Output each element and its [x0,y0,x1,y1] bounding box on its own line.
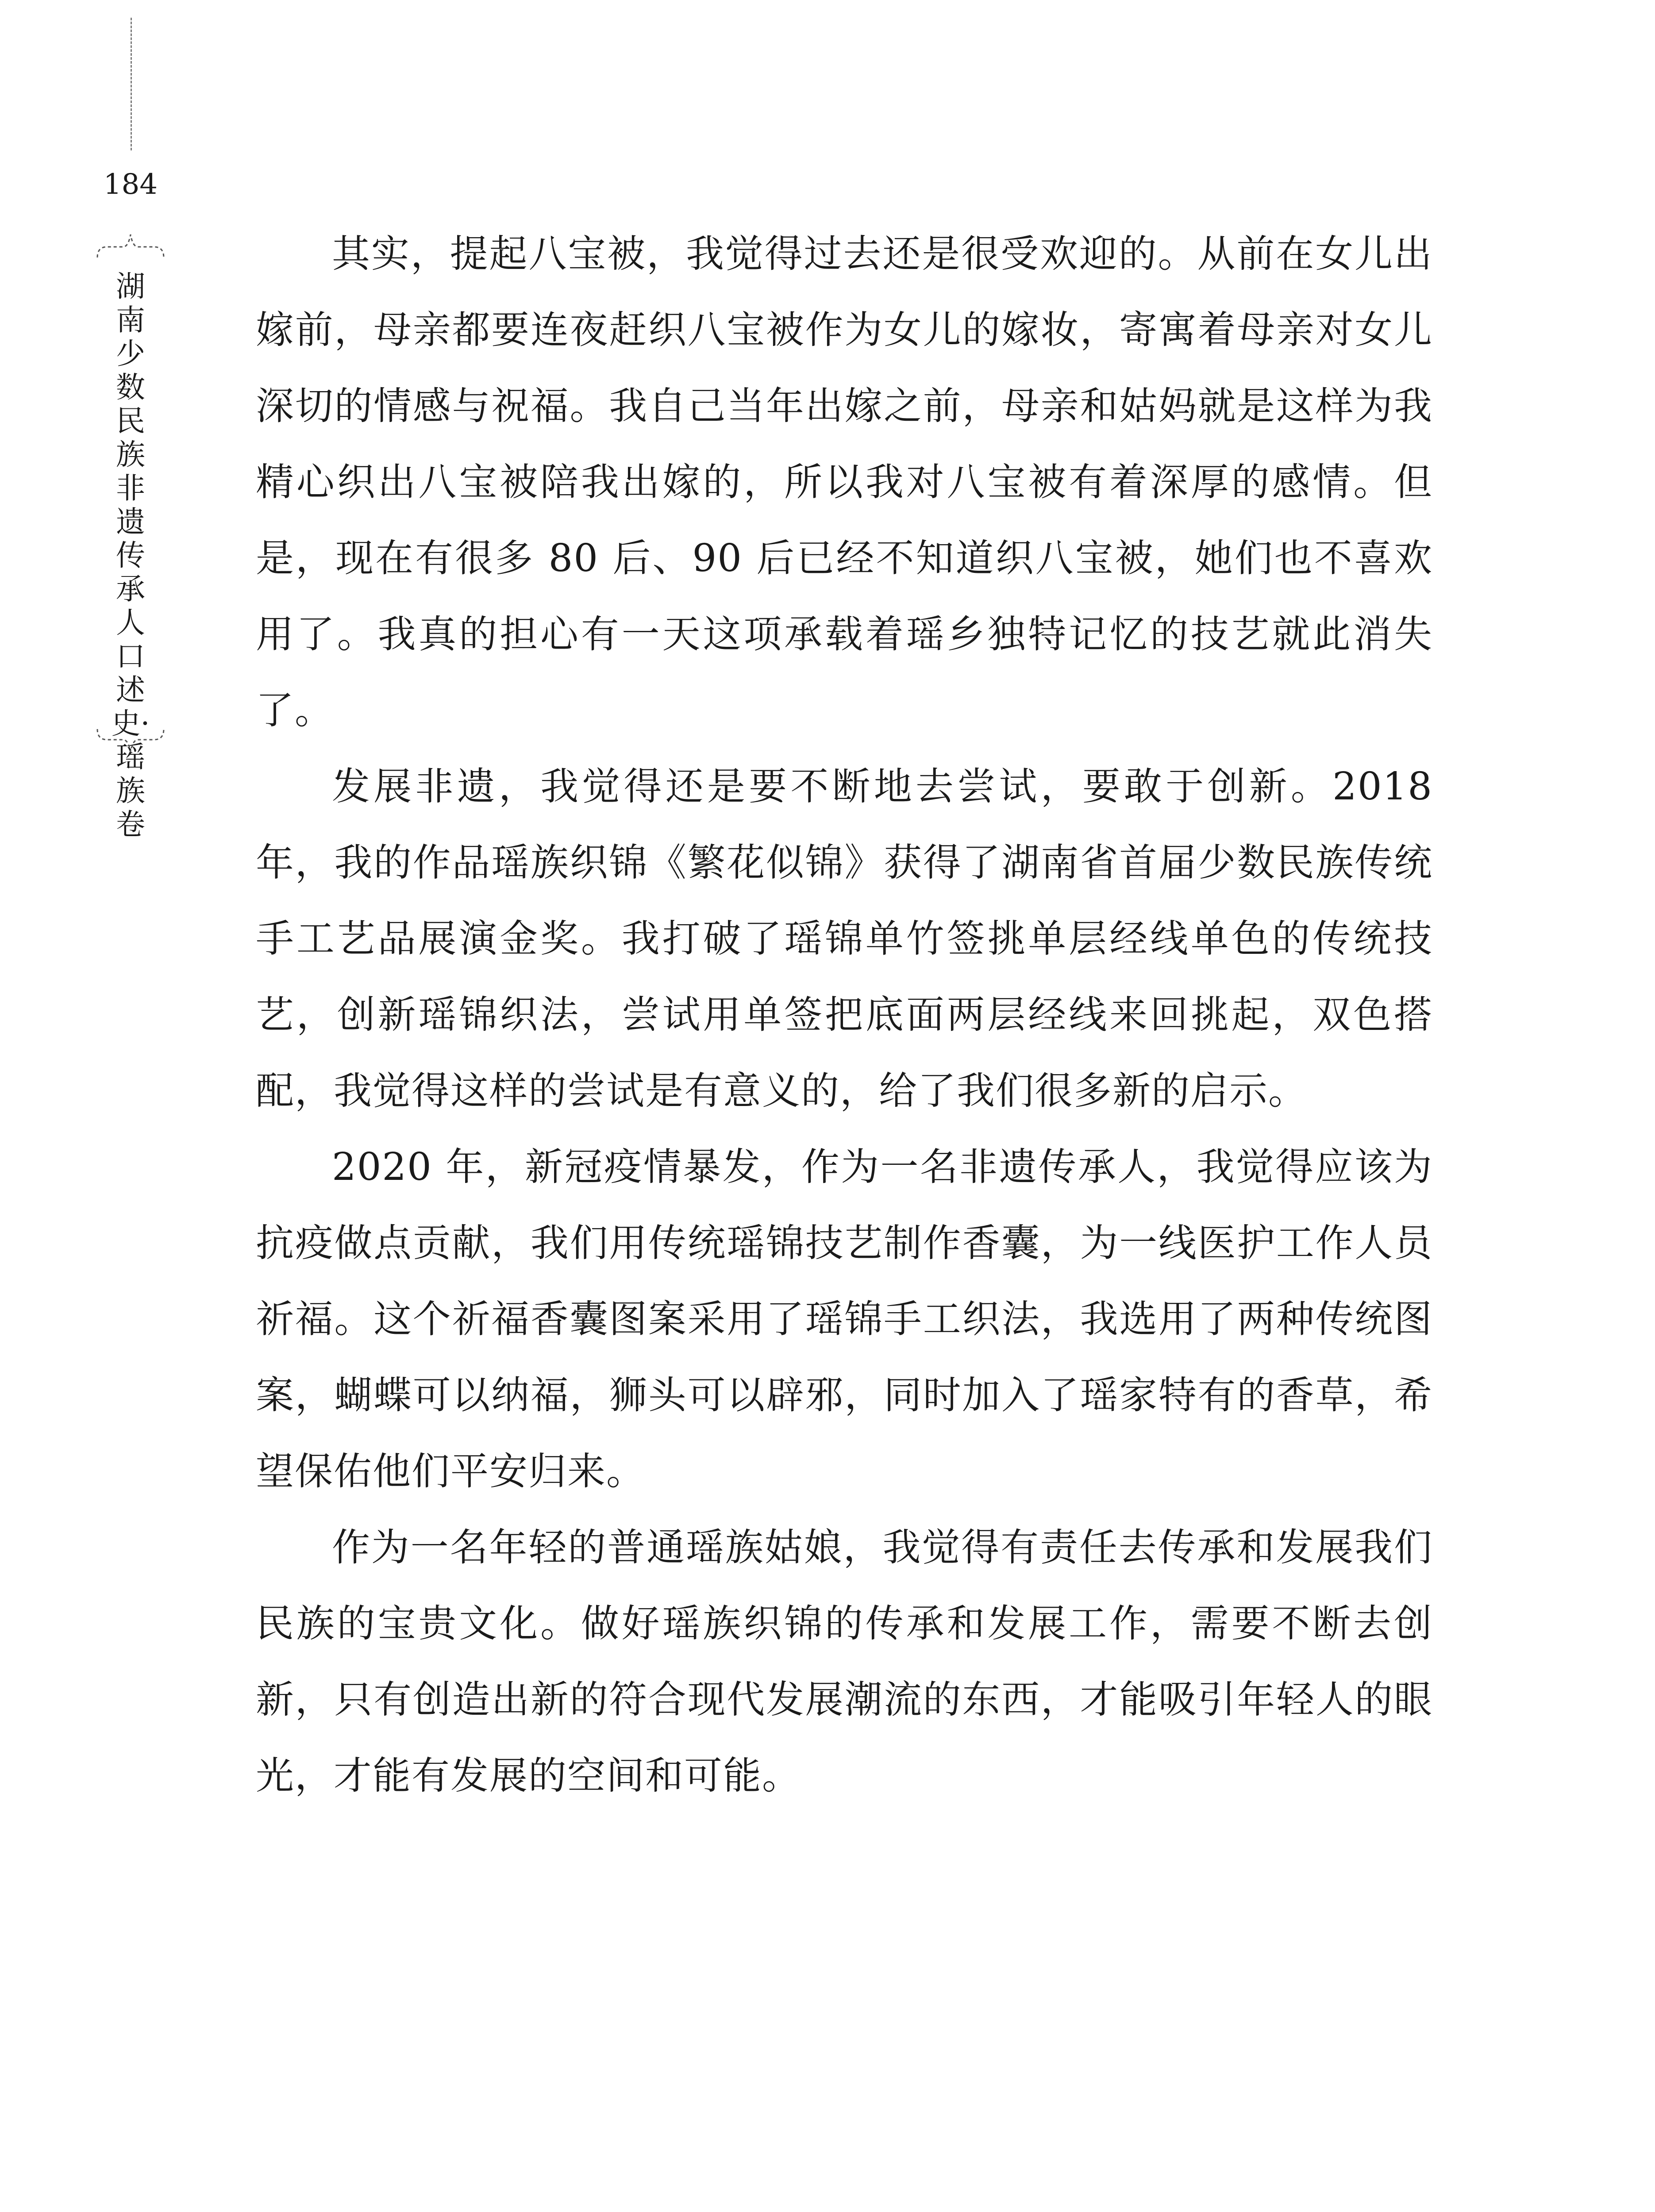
bottom-bracket-ornament [93,726,168,757]
paragraph-2: 发展非遗，我觉得还是要不断地去尝试，要敢于创新。2018 年，我的作品瑶族织锦《繁花似锦》获得了湖南省首届少数民族传统手工艺品展演金奖。我打破了瑶锦单竹签挑单层经线单色的传统技艺，创新瑶锦织法，尝试用单签把底面两层经线来回挑起，双色搭配，我觉得这样的尝试是有意义的，给了我们很多新的启示。 [256,764,1433,1113]
margin-dashed-rule [131,18,132,150]
paragraph-3: 2020 年，新冠疫情暴发，作为一名非遗传承人，我觉得应该为抗疫做点贡献，我们用传统瑶锦技艺制作香囊，为一线医护工作人员祈福。这个祈福香囊图案采用了瑶锦手工织法，我选用了两种传统图案，蝴蝶可以纳福，狮头可以辟邪，同时加入了瑶家特有的香草，希望保佑他们平安归来。 [256,1145,1433,1494]
paragraph-1: 其实，提起八宝被，我觉得过去还是很受欢迎的。从前在女儿出嫁前，母亲都要连夜赶织八宝被作为女儿的嫁妆，寄寓着母亲对女儿深切的情感与祝福。我自己当年出嫁之前，母亲和姑妈就是这样为我精心织出八宝被陪我出嫁的，所以我对八宝被有着深厚的感情。但是，现在有很多 80 后、90 后已经不知道织八宝被，她们也不喜欢用了。我真的担心有一天这项承载着瑶乡独特记忆的技艺就此消失了。 [256,232,1433,733]
top-bracket-ornament [93,230,168,261]
running-head-book-title: 湖南少数民族非遗传承人口述史·瑶族卷 [111,269,150,841]
paragraph-4: 作为一名年轻的普通瑶族姑娘，我觉得有责任去传承和发展我们民族的宝贵文化。做好瑶族织锦的传承和发展工作，需要不断去创新，只有创造出新的符合现代发展潮流的东西，才能吸引年轻人的眼光，才能有发展的空间和可能。 [256,1525,1433,1798]
body-text [256,216,1433,1814]
page-number: 184 [103,168,158,201]
